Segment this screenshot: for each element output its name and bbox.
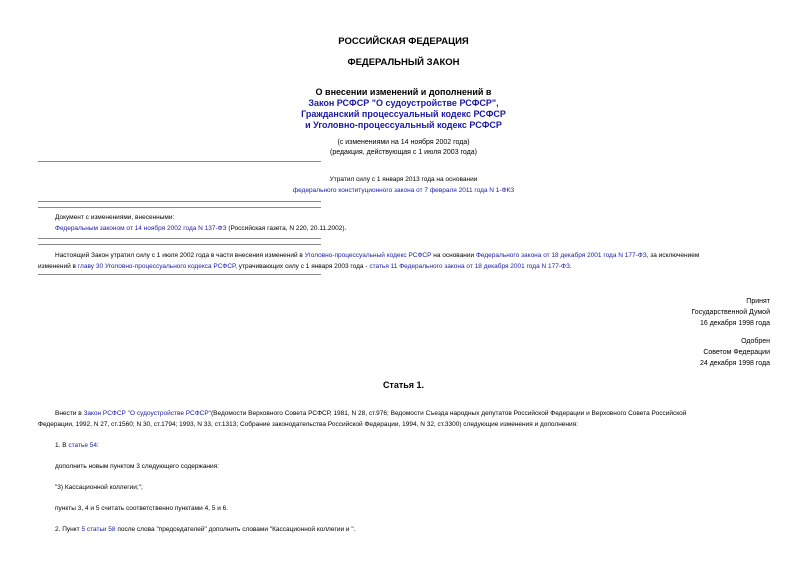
law-court-system-link[interactable]: Закон РСФСР "О судоустройстве РСФСР" xyxy=(83,410,211,417)
divider xyxy=(38,244,321,245)
title-line-1: О внесении изменений и дополнений в xyxy=(315,87,492,97)
criminal-code-link[interactable]: Уголовно-процессуальный кодекс РСФСР xyxy=(304,252,432,259)
chapter-30-link[interactable]: главу 30 Уголовно-процессуального кодекса РСФСР xyxy=(77,263,236,270)
title-link-law[interactable]: Закон РСФСР "О судоустройстве РСФСР", xyxy=(308,98,499,108)
approved-label: Одобрен xyxy=(741,338,770,345)
changes-note-source: (Российская газета, N 220, 20.11.2002). xyxy=(226,225,347,232)
lost-force-link[interactable]: федерального конституционного закона от 7 февраля 2011 года N 1-ФКЗ xyxy=(292,187,515,194)
item-1-heading: 1. В статье 54: xyxy=(55,442,99,449)
changes-note-label: Документ с изменениями, внесенными: xyxy=(55,214,175,221)
article-intro-line-1: Внести в Закон РСФСР "О судоустройстве РСФСР"(Ведомости Верховного Совета РСФСР, 1981, N 28, ст.976; Ведомости Съезда народных депутатов Российской Федерации и Верховного Совета Российской xyxy=(55,410,687,417)
article-58-link[interactable]: 5 статьи 58 xyxy=(81,526,116,533)
item-2: 2. Пункт 5 статьи 58 после слова "председателей" дополнить словами "Кассационной коллегии и ". xyxy=(55,526,356,533)
validity-note-line-2: изменений в главу 30 Уголовно-процессуального кодекса РСФСР, утрачивающих силу с 1 января 2003 года - статья 11 Федерального закона от 18 декабря 2001 года N 177-ФЗ. xyxy=(38,263,572,270)
edition-current: (редакция, действующая с 1 июля 2003 года) xyxy=(330,149,477,156)
title-link-civil-code[interactable]: Гражданский процессуальный кодекс РСФСР xyxy=(301,109,506,119)
validity-note-line-1: Настоящий Закон утратил силу с 1 июля 2002 года в части внесения изменений в Уголовно-процессуальный кодекс РСФСР на основании Федерального закона от 18 декабря 2001 года N 177-ФЗ, за исключением xyxy=(55,252,700,259)
approved-body: Советом Федерации xyxy=(703,349,770,356)
adopted-date: 16 декабря 1998 года xyxy=(699,320,770,327)
title-link-criminal-code[interactable]: и Уголовно-процессуальный кодекс РСФСР xyxy=(305,120,502,130)
divider xyxy=(38,238,321,239)
divider xyxy=(38,201,321,202)
article-54-link[interactable]: статье 54 xyxy=(68,442,98,449)
article-11-link[interactable]: статья 11 Федерального закона от 18 декабря 2001 года N 177-ФЗ xyxy=(369,263,570,270)
article-heading: Статья 1. xyxy=(382,380,425,390)
approved-date: 24 декабря 1998 года xyxy=(699,360,770,367)
adopted-label: Принят xyxy=(746,298,770,305)
item-1-renumber: пункты 3, 4 и 5 считать соответственно пунктами 4, 5 и 6. xyxy=(55,505,229,512)
divider xyxy=(38,161,321,162)
item-1-text: дополнить новым пунктом 3 следующего содержания: xyxy=(55,463,219,470)
law-177-link[interactable]: Федерального закона от 18 декабря 2001 года N 177-ФЗ xyxy=(475,252,647,259)
divider xyxy=(38,274,321,275)
country-heading: РОССИЙСКАЯ ФЕДЕРАЦИЯ xyxy=(338,36,469,47)
changes-note-line xyxy=(55,223,346,234)
changes-law-link[interactable]: Федеральным законом от 14 ноября 2002 года N 137-ФЗ xyxy=(55,225,227,232)
divider xyxy=(38,207,321,208)
adopted-body: Государственной Думой xyxy=(691,309,770,316)
article-intro-line-2: Федерации, 1992, N 27, ст.1560; N 30, ст.1794; 1993, N 33, ст.1313; Собрание законодательства Российской Федерации, 1994, N 32, ст.3300) следующие изменения и дополнения: xyxy=(38,421,578,428)
item-1-quote: "3) Кассационной коллегии;"; xyxy=(55,484,143,491)
edition-changes: (с изменениями на 14 ноября 2002 года) xyxy=(337,139,470,146)
doc-type-heading: ФЕДЕРАЛЬНЫЙ ЗАКОН xyxy=(347,57,460,68)
lost-force-text: Утратил силу с 1 января 2013 года на основании xyxy=(329,176,478,183)
